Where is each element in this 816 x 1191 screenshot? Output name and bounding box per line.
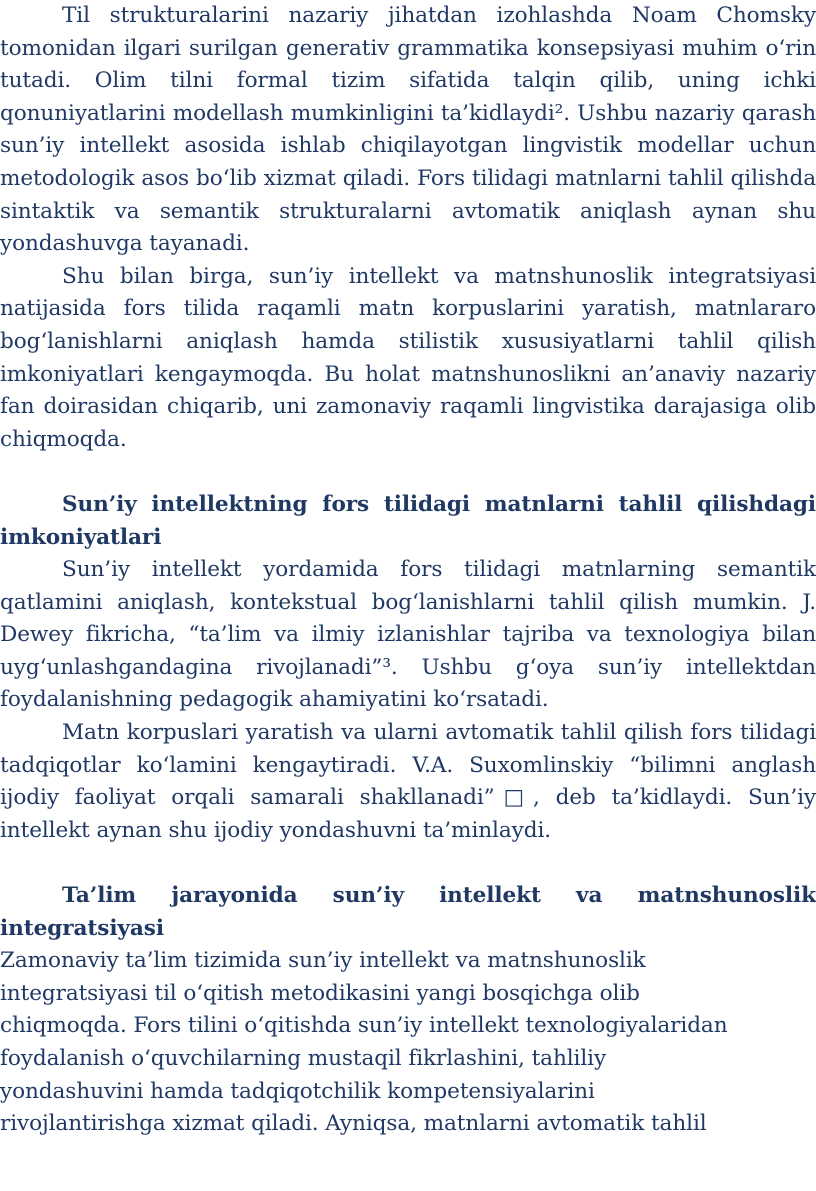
paragraph-suxomlinskiy: Matn korpuslari yaratish va ularni avtomatik tahlil qilish fors tilidagi tadqiqotlar ko‘lamini kengaytiradi. V.A. Suxomlinskiy “bilimni anglash ijodiy faoliyat orqali samarali shakllanadi”□, deb ta’kidlaydi. Sun’iy intellekt aynan shu ijodiy yondashuvni ta’minlaydi. xyxy=(0,720,816,843)
paragraph-dewey: Sun’iy intellekt yordamida fors tilidagi matnlarning semantik qatlamini aniqlash, kontekstual bog‘lanishlarni tahlil qilish mumkin. J. Dewey fikricha, “ta’lim va ilmiy izlanishlar tajriba va texnologiya bilan uyg‘unlashgandagina rivojlanadi”³. Ushbu g‘oya sun’iy intellektdan foydalanishning pedagogik ahamiyatini ko‘rsatadi. xyxy=(0,557,816,713)
paragraph-digital-corpora: Shu bilan birga, sun’iy intellekt va matnshunoslik integratsiyasi natijasida fors tilida raqamli matn korpuslarini yaratish, matnlararo bog‘lanishlarni aniqlash hamda stilistik xususiyatlarni tahlil qilish imkoniyatlari kengaymoqda. Bu holat matnshunoslikni an’anaviy nazariy fan doirasidan chiqarib, uni zamonaviy raqamli lingvistika darajasiga olib chiqmoqda. xyxy=(0,263,816,452)
section-heading-ai-capabilities: Sun’iy intellektning fors tilidagi matnlarni tahlil qilishdagi imkoniyatlari xyxy=(0,491,816,550)
section-heading-education-integration: Ta’lim jarayonida sun’iy intellekt va matnshunoslik integratsiyasi xyxy=(0,883,816,941)
paragraph-modern-education: Zamonaviy ta’lim tizimida sun’iy intellekt va matnshunoslik integratsiyasi til o‘qitish metodikasini yangi bosqichga olib chiqmoqda. Fors tilini o‘qitishda sun’iy intellekt texnologiyalaridan foydalanish o‘quvchilarning mustaqil fikrlashini, tahliliy yondashuvini hamda tadqiqotchilik kompetensiyalarini rivojlantirishga xizmat qiladi. Ayniqsa, matnlarni avtomatik tahlil xyxy=(0,948,728,1137)
spacer xyxy=(0,847,816,880)
spacer xyxy=(0,456,816,489)
paragraph-chomsky: Til strukturalarini nazariy jihatdan izohlashda Noam Chomsky tomonidan ilgari surilgan generativ grammatika konsepsiyasi muhim o‘rin tutadi. Olim tilni formal tizim sifatida talqin qilib, uning ichki qonuniyatlarini modellash mumkinligini ta’kidlaydi². Ushbu nazariy qarash sun’iy intellekt asosida ishlab chiqilayotgan lingvistik modellar uchun metodologik asos bo‘lib xizmat qiladi. Fors tilidagi matnlarni tahlil qilishda sintaktik va semantik strukturalarni avtomatik aniqlash aynan shu yondashuvga tayanadi. xyxy=(0,3,816,257)
